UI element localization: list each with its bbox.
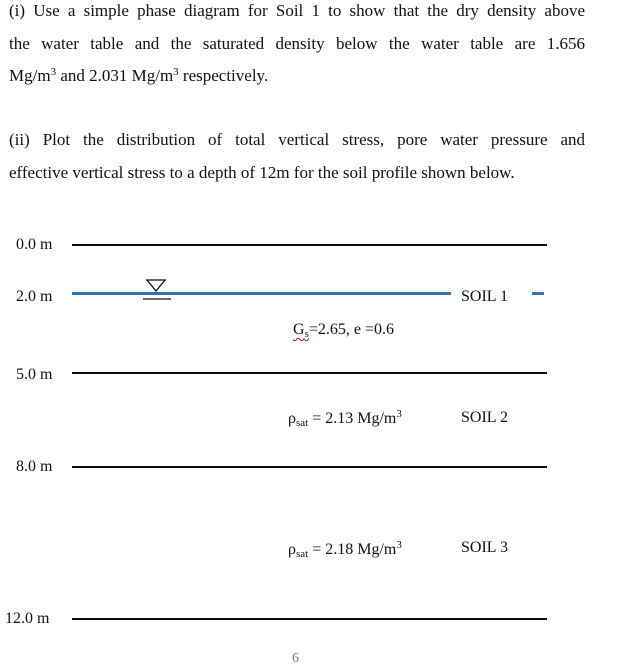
density-value: = 2.13 Mg/m xyxy=(308,410,397,427)
soil-3-label: SOIL 3 xyxy=(461,539,508,556)
soil-3-properties xyxy=(288,541,402,560)
boundary-line-5m xyxy=(72,372,547,374)
ground-surface-line xyxy=(72,244,547,246)
superscript: 3 xyxy=(396,408,402,420)
density-value: = 2.18 Mg/m xyxy=(308,541,397,558)
unit-text: Mg/m xyxy=(9,66,51,85)
part-i-line-3 xyxy=(9,60,585,93)
gs-symbol xyxy=(293,321,309,338)
text: respectively. xyxy=(178,66,269,85)
gs-value: =2.65, e =0.6 xyxy=(308,321,394,338)
water-table-dash xyxy=(532,292,544,295)
depth-label-2: 2.0 m xyxy=(16,288,53,305)
part-i-line-2: the water table and the saturated density below the water table are 1.656 xyxy=(9,33,585,53)
soil-1-properties xyxy=(293,321,394,340)
gs-letter: G xyxy=(293,321,305,338)
part-i-line-1: (i) Use a simple phase diagram for Soil 1 to show that the dry density above xyxy=(9,1,585,20)
water-table-line xyxy=(72,292,451,295)
gs-subscript: s xyxy=(304,328,309,340)
rho-subscript: sat xyxy=(295,417,309,429)
boundary-line-12m xyxy=(72,618,547,620)
depth-label-8: 8.0 m xyxy=(16,458,53,475)
rho-symbol: ρ xyxy=(288,541,296,558)
depth-label-12: 12.0 m xyxy=(5,610,50,627)
unit-text: and 2.031 Mg/m xyxy=(56,66,174,85)
part-ii-line-1: (ii) Plot the distribution of total vertical stress, pore water pressure and xyxy=(9,130,585,149)
depth-label-5: 5.0 m xyxy=(16,366,53,383)
question-part-i xyxy=(9,0,585,93)
boundary-line-8m xyxy=(72,466,547,468)
superscript: 3 xyxy=(396,539,402,551)
rho-symbol: ρ xyxy=(288,410,296,427)
question-part-ii xyxy=(9,124,585,189)
water-table-triangle-icon xyxy=(140,279,174,305)
depth-label-0: 0.0 m xyxy=(16,236,53,253)
soil-2-properties xyxy=(288,410,402,429)
part-ii-line-2: effective vertical stress to a depth of 12m for the soil profile shown below. xyxy=(9,162,515,182)
superscript: 3 xyxy=(173,66,179,78)
rho-subscript: sat xyxy=(295,548,309,560)
page-number: 6 xyxy=(292,651,299,666)
soil-2-label: SOIL 2 xyxy=(461,409,508,426)
superscript: 3 xyxy=(50,66,57,78)
soil-1-label: SOIL 1 xyxy=(461,288,508,305)
